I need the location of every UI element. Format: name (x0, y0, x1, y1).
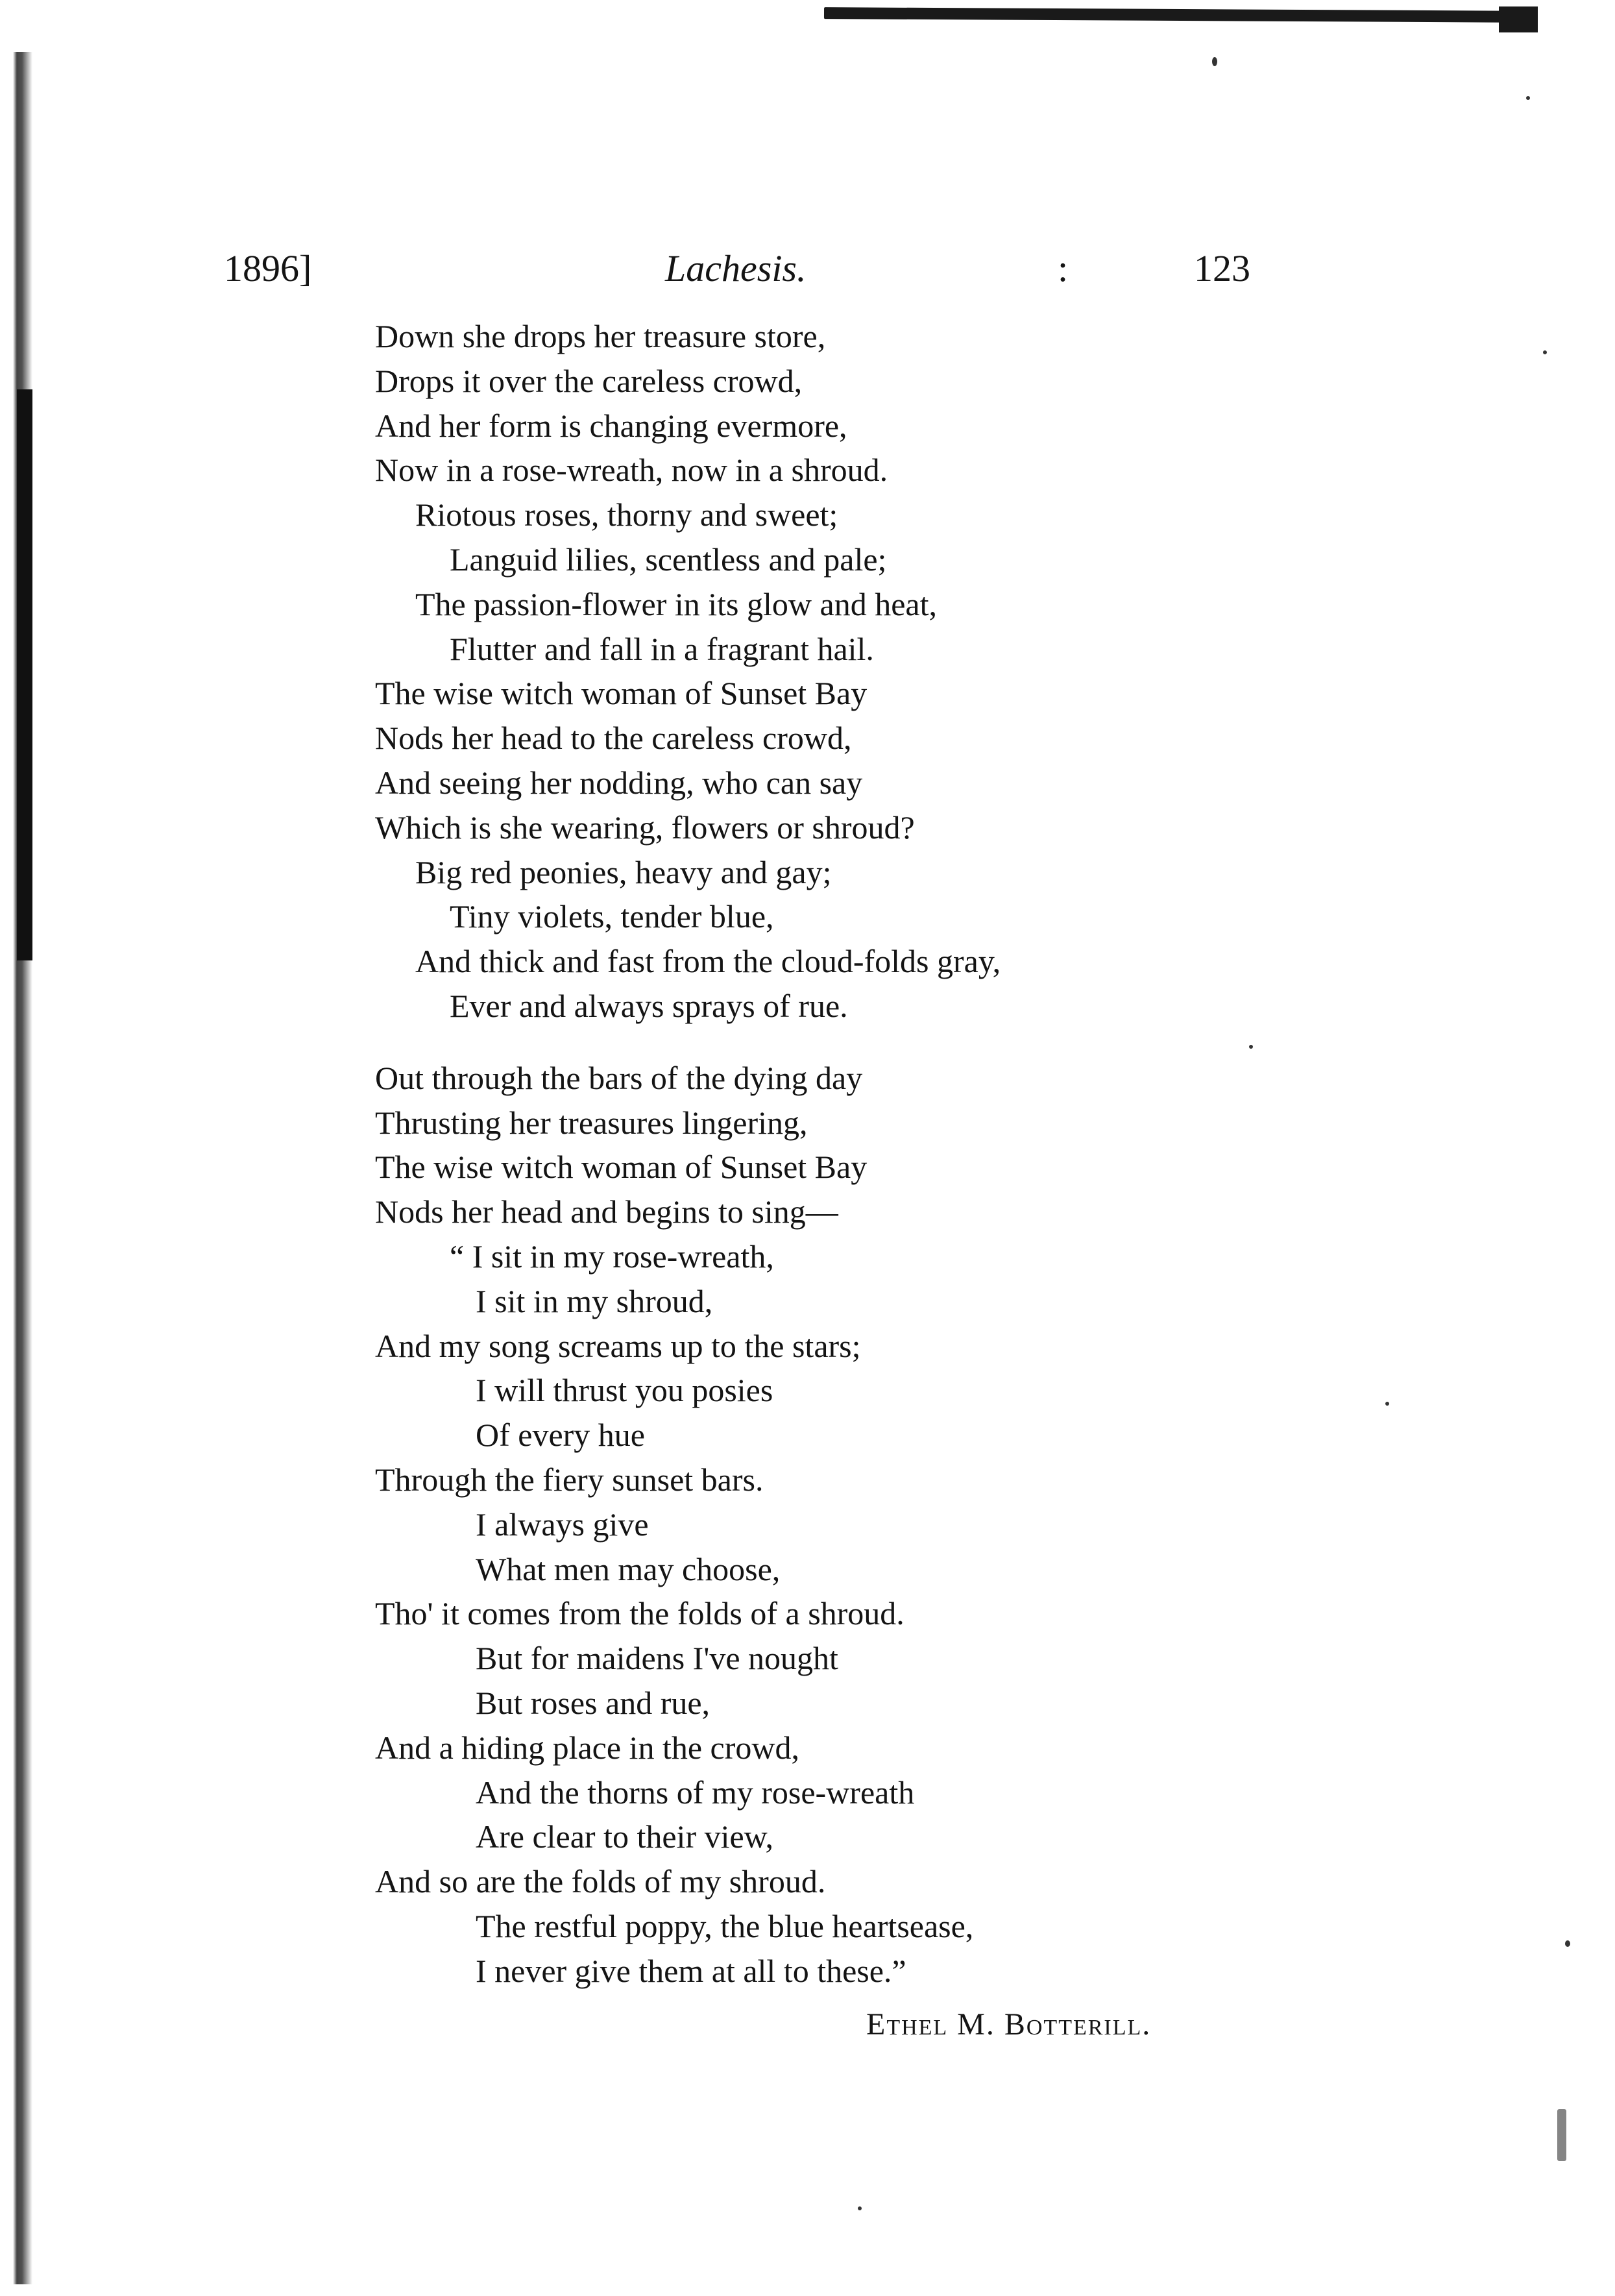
speck (1557, 2109, 1566, 2161)
page-edge-dark (17, 389, 32, 960)
poem-line: Now in a rose-wreath, now in a shroud. (375, 452, 888, 489)
poem-line: And my song screams up to the stars; (375, 1327, 861, 1364)
poem-line: Nods her head to the careless crowd, (375, 720, 852, 757)
poem-line: Thrusting her treasures lingering, (375, 1104, 808, 1141)
poem-line: Ever and always sprays of rue. (450, 987, 848, 1024)
poem-line: And her form is changing evermore, (375, 407, 847, 444)
poem-line: Which is she wearing, flowers or shroud? (375, 809, 915, 846)
speck (1543, 350, 1547, 354)
speck (858, 2206, 862, 2210)
poem-line: Nods her head and begins to sing— (375, 1193, 838, 1230)
running-title: Lachesis. (665, 247, 807, 289)
poem-line: And a hiding place in the crowd, (375, 1729, 799, 1766)
poem-line: But for maidens I've nought (476, 1640, 838, 1677)
poem-line: I always give (476, 1506, 649, 1543)
poem-line: “ I sit in my rose-wreath, (450, 1238, 774, 1275)
page-number: 123 (1194, 247, 1250, 289)
speck (1212, 57, 1217, 66)
poem-line: The wise witch woman of Sunset Bay (375, 675, 868, 712)
stanza-2 (375, 1056, 1413, 1994)
poem-line: Tiny violets, tender blue, (450, 898, 774, 935)
poem-line: Flutter and fall in a fragrant hail. (450, 630, 874, 667)
poem-line: The restful poppy, the blue heartsease, (476, 1907, 974, 1944)
poem-line: But roses and rue, (476, 1684, 710, 1721)
poem-line: Languid lilies, scentless and pale; (450, 541, 887, 578)
poem-line: And thick and fast from the cloud-folds gray, (415, 943, 1001, 980)
poem-line: The passion-flower in its glow and heat, (415, 585, 937, 622)
poem-line: Through the fiery sunset bars. (375, 1461, 764, 1498)
poem-line: And seeing her nodding, who can say (375, 764, 863, 801)
top-rule-end (1499, 6, 1538, 32)
speck (1565, 1940, 1570, 1947)
poem-line: Out through the bars of the dying day (375, 1059, 863, 1096)
speck (1526, 96, 1530, 100)
poem-line: Down she drops her treasure store, (375, 318, 826, 354)
poem-line: Big red peonies, heavy and gay; (415, 853, 832, 890)
poem-line: The wise witch woman of Sunset Bay (375, 1149, 868, 1186)
poem-line: Riotous roses, thorny and sweet; (415, 496, 838, 533)
page-edge-shadow (13, 52, 32, 2284)
poem (375, 314, 1413, 1993)
poem-line: I never give them at all to these.” (476, 1952, 906, 1989)
poem-line: I will thrust you posies (476, 1372, 773, 1409)
poem-line: Are clear to their view, (476, 1818, 774, 1855)
header-colon: : (1058, 247, 1069, 289)
poem-line: Of every hue (476, 1417, 645, 1454)
header-year: 1896] (224, 247, 312, 289)
poem-line: And the thorns of my rose-wreath (476, 1774, 915, 1811)
running-header (224, 247, 1262, 305)
poem-line: Tho' it comes from the folds of a shroud. (375, 1595, 905, 1632)
stanza-1 (375, 314, 1413, 1029)
poem-line: What men may choose, (476, 1550, 781, 1587)
top-rule (824, 7, 1531, 23)
stanza-gap (375, 1029, 1413, 1056)
poem-line: Drops it over the careless crowd, (375, 362, 803, 399)
poem-line: And so are the folds of my shroud. (375, 1863, 826, 1900)
poem-line: I sit in my shroud, (476, 1282, 713, 1319)
author-signature: Ethel M. Botterill. (866, 2007, 1152, 2042)
